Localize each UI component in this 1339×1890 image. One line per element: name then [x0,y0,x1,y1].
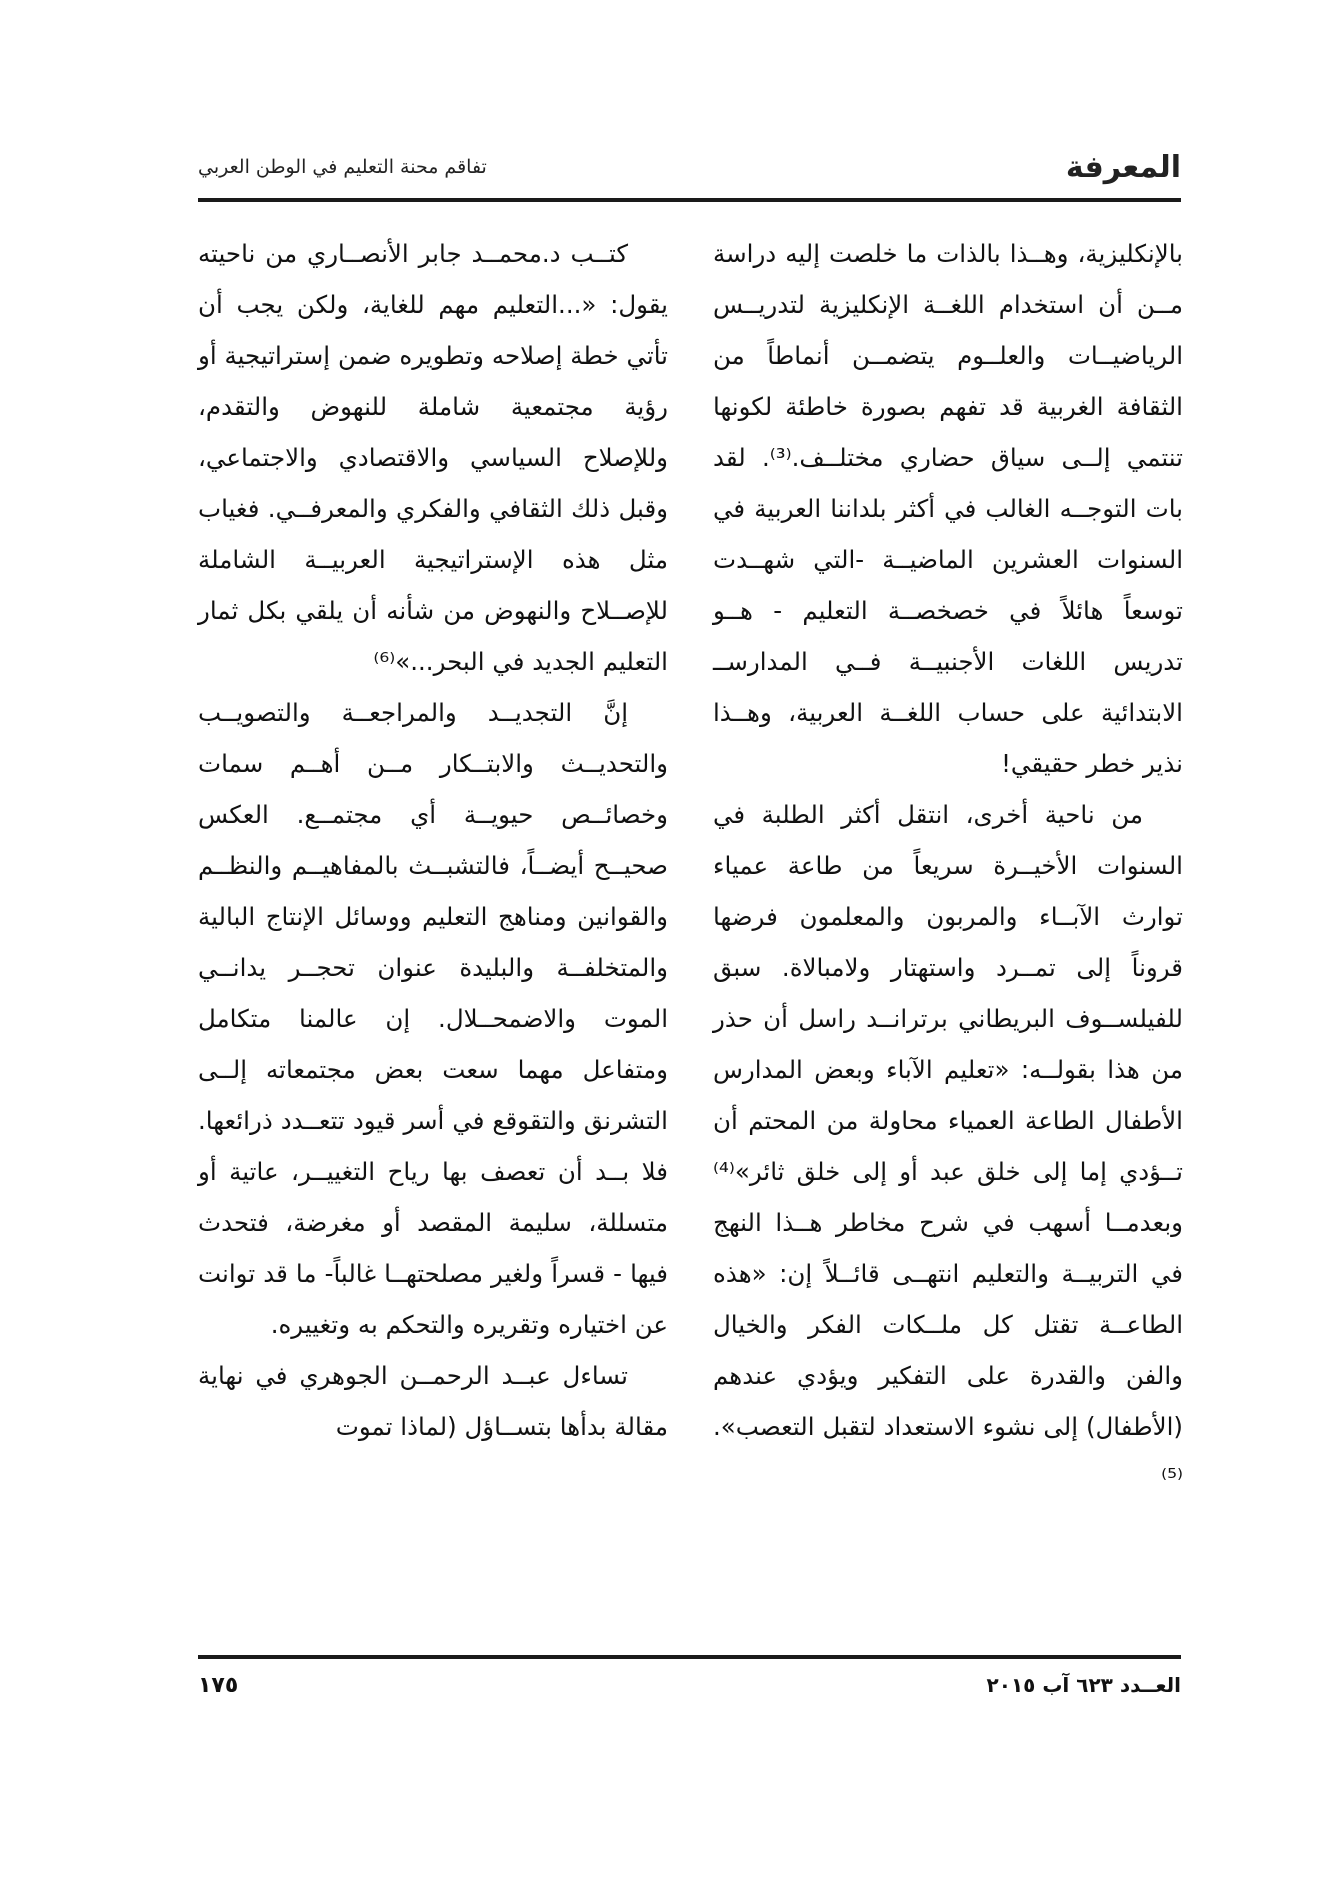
footer-rule [198,1655,1181,1659]
running-title: تفاقم محنة التعليم في الوطن العربي [198,156,487,178]
paragraph: كتــب د.محمــد جابر الأنصــاري من ناحيته يقول: «...التعليم مهم للغاية، ولكن يجب أن تأتي خطة إصلاحه وتطويره ضمن إستراتيجية أو رؤية مجتمعية شاملة للنهوض والتقدم، وللإصلاح السياسي والاقتصادي والاجتماعي، وقبل ذلك الثقافي والفكري والمعرفــي. فغياب مثل هذه الإستراتيجية العربيــة الشاملة للإصــلاح والنهوض من شأنه أن يلقي بكل ثمار التعليم الجديد في البحر...»⁽⁶⁾ [198,239,668,676]
left-column [198,228,668,1648]
paragraph: إنَّ التجديــد والمراجعــة والتصويــب والتحديــث والابتــكار مــن أهــم سمات وخصائــص حيويــة أي مجتمــع. العكس صحيــح أيضــاً، فالتشبــث بالمفاهيــم والنظــم والقوانين ومناهج التعليم ووسائل الإنتاج البالية والمتخلفــة والبليدة عنوان تحجــر يدانــي الموت والاضمحــلال. إن عالمنا متكامل ومتفاعل مهما سعت بعض مجتمعاته إلــى التشرنق والتقوقع في أسر قيود تتعــدد ذرائعها. فلا بــد أن تعصف بها رياح التغييــر، عاتية أو متسللة، سليمة المقصد أو مغرضة، فتحدث فيها - قسراً ولغير مصلحتهــا غالباً- ما قد توانت عن اختياره وتقريره والتحكم به وتغييره. [198,698,668,1339]
page-header [198,150,1181,195]
paragraph: بالإنكليزية، وهــذا بالذات ما خلصت إليه دراسة مــن أن استخدام اللغــة الإنكليزية لتدريــس الرياضيــات والعلــوم يتضمــن أنماطاً من الثقافة الغربية قد تفهم بصورة خاطئة لكونها تنتمي إلــى سياق حضاري مختلــف.⁽³⁾. لقد بات التوجــه الغالب في أكثر بلداننا العربية في السنوات العشرين الماضيــة -التي شهــدت توسعاً هائلاً في خصخصــة التعليم - هــو تدريس اللغات الأجنبيــة فــي المدارســ الابتدائية على حساب اللغــة العربية، وهــذا نذير خطر حقيقي! [713,239,1183,778]
header-rule [198,198,1181,202]
paragraph: من ناحية أخرى، انتقل أكثر الطلبة في السنوات الأخيــرة سريعاً من طاعة عمياء توارث الآبــاء والمربون والمعلمون فرضها قروناً إلى تمــرد واستهتار ولامبالاة. سبق للفيلســوف البريطاني برترانــد راسل أن حذر من هذا بقولــه: «تعليم الآباء وبعض المدارس الأطفال الطاعة العمياء محاولة من المحتم أن تــؤدي إما إلى خلق عبد أو إلى خلق ثائر»⁽⁴⁾ وبعدمــا أسهب في شرح مخاطر هــذا النهج في التربيــة والتعليم انتهــى قائــلاً إن: «هذه الطاعــة تقتل كل ملــكات الفكر والخيال والفن والقدرة على التفكير ويؤدي عندهم (الأطفال) إلى نشوء الاستعداد لتقبل التعصب».⁽⁵⁾ [713,800,1183,1492]
issue-info: العــدد ٦٢٣ آب ٢٠١٥ [986,1673,1181,1697]
page-footer [198,1673,1181,1713]
page-number: ١٧٥ [198,1673,239,1698]
right-column [713,228,1183,1648]
paragraph: تساءل عبــد الرحمــن الجوهري في نهاية مقالة بدأها بتســاؤل (لماذا تموت [198,1361,668,1441]
magazine-logo: المعرفة [1065,150,1181,185]
